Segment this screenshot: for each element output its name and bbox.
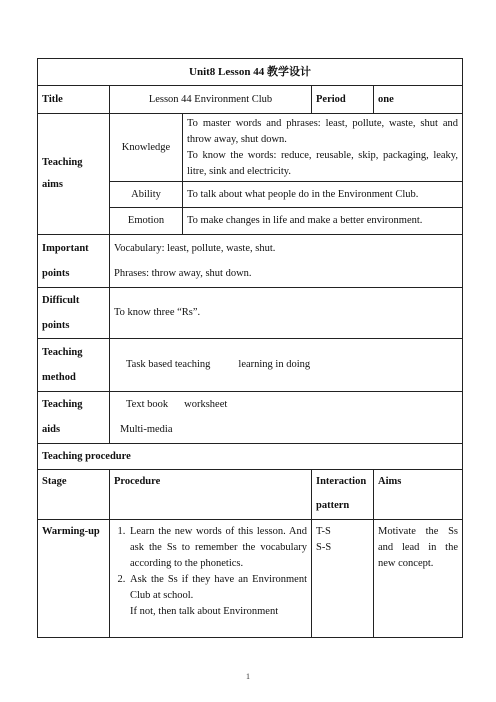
teaching-aims-label [38,114,110,235]
teaching-aids-label-line2: aids [42,424,61,435]
teaching-aims-label-line2: aims [42,179,63,190]
interaction-2: S-S [316,542,332,553]
important-points-label [38,235,110,288]
procedure-step-2 [128,572,307,620]
procedure-step-2-text: 2. Ask the Ss if they have an Environment Club at school. [130,574,307,601]
teaching-method-label [38,339,110,392]
stage-warming-up: Warming-up [38,520,110,638]
emotion-label: Emotion [110,208,183,235]
interaction-1: T-S [316,526,331,537]
aids-item-2: worksheet [184,399,228,410]
important-points-line-2: Phrases: throw away, shut down. [114,267,252,279]
difficult-points-label-line1: Difficult [42,294,80,306]
interaction-header-line2: pattern [316,500,350,511]
procedure-step-2-cont: If not, then talk about Environment [130,606,279,617]
interaction-header-line1: Interaction [316,476,367,487]
difficult-points-text: To know three “Rs”. [110,288,463,339]
method-item-1: Task based teaching [126,359,211,370]
stage-header: Stage [38,470,110,520]
emotion-text: To make changes in life and make a better environment. [183,208,463,235]
knowledge-text [183,114,463,182]
aims-header: Aims [374,470,463,520]
teaching-method-label-line1: Teaching [42,346,83,358]
procedure-steps [110,520,312,638]
procedure-step-1: 1. Learn the new words of this lesson. And ask the Ss to remember the vocabulary according to the phonetics. [128,524,307,572]
method-item-2: learning in doing [238,359,311,370]
procedure-header: Procedure [110,470,312,520]
important-points-label-line2: points [42,267,70,279]
stage-aims: Motivate the Ss and lead in the new concept. [374,520,463,638]
difficult-points-label-line2: points [42,319,70,331]
title-label: Title [38,86,110,114]
teaching-method-label-line2: method [42,371,76,383]
period-value: one [374,86,463,114]
ability-label: Ability [110,182,183,208]
page-number: 1 [246,672,250,681]
teaching-aids-label [38,392,110,444]
ability-text: To talk about what people do in the Environment Club. [183,182,463,208]
teaching-method-text [110,339,463,392]
difficult-points-label [38,288,110,339]
teaching-aids-label-line1: Teaching [42,399,83,410]
knowledge-label: Knowledge [110,114,183,182]
important-points-label-line1: Important [42,242,89,254]
interaction-pattern-header [312,470,374,520]
knowledge-text-2: To know the words: reduce, reusable, skip, packaging, leaky, litre, sink and electricity. [187,149,458,177]
interaction-pattern [312,520,374,638]
document-title: Unit8 Lesson 44 教学设计 [38,59,463,86]
teaching-aims-label-line1: Teaching [42,157,83,168]
teaching-aids-text [110,392,463,444]
important-points-text [110,235,463,288]
aids-item-1: Text book [126,399,169,410]
knowledge-text-1: To master words and phrases: least, pollute, waste, shut and throw away, shut down. [187,117,458,145]
important-points-line-1: Vocabulary: least, pollute, waste, shut. [114,242,276,254]
teaching-procedure-heading: Teaching procedure [38,444,463,470]
lesson-title: Lesson 44 Environment Club [110,86,312,114]
aids-item-3: Multi-media [120,424,173,435]
table-row [38,520,463,638]
period-label: Period [312,86,374,114]
lesson-plan-table [37,58,463,638]
